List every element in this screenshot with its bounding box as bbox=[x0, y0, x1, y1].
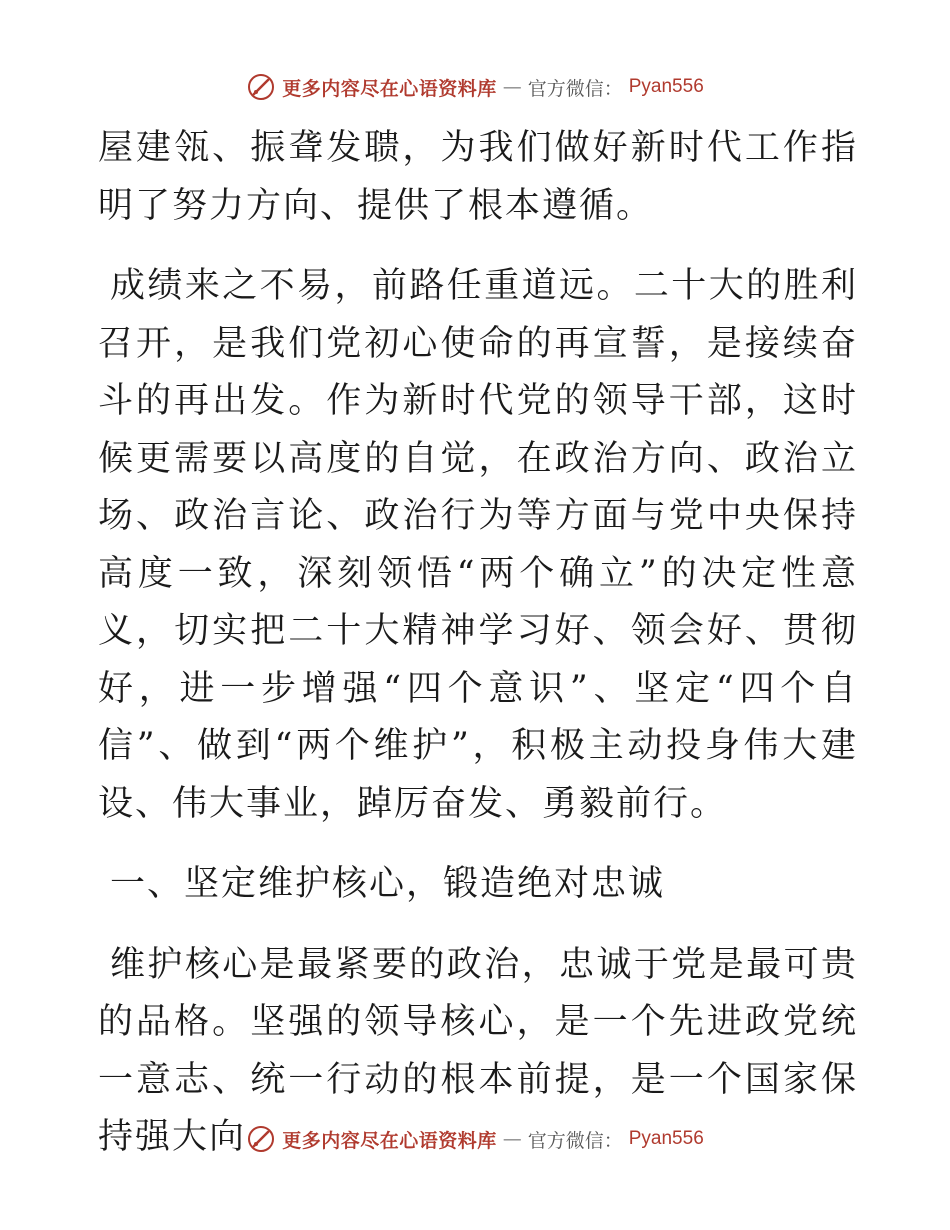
watermark-wechat-label: 官方微信： bbox=[527, 77, 623, 100]
header-watermark bbox=[0, 72, 950, 102]
footer-watermark bbox=[0, 1124, 950, 1154]
watermark-wechat-id: Pyan556 bbox=[628, 76, 704, 97]
watermark-text: 更多内容尽在心语资料库 bbox=[282, 77, 497, 100]
feather-pen-logo-icon bbox=[246, 1124, 276, 1154]
watermark-dash: — bbox=[502, 1128, 522, 1150]
feather-pen-logo-icon bbox=[246, 72, 276, 102]
paragraph-continuation: 屋建瓴、振聋发聩，为我们做好新时代工作指明了努力方向、提供了根本遵循。 bbox=[98, 128, 858, 226]
document-body bbox=[98, 120, 858, 1167]
paragraph-achievements: 成绩来之不易，前路任重道远。二十大的胜利召开，是我们党初心使命的再宣誓，是接续奋斗的再出发。作为新时代党的领导干部，这时候更需要以高度的自觉，在政治方向、政治立场、政治言论、政治行为等方面与党中央保持高度一致，深刻领悟“两个确立”的决定性意义，切实把二十大精神学习好、领会好、贯彻好，进一步增强“四个意识”、坚定“四个自信”、做到“两个维护”，积极主动投身伟大建设、伟大事业，踔厉奋发、勇毅前行。 bbox=[98, 266, 858, 824]
watermark-text: 更多内容尽在心语资料库 bbox=[282, 1129, 497, 1152]
section-heading: 一、坚定维护核心，锻造绝对忠诚 bbox=[110, 864, 666, 904]
watermark-wechat-label: 官方微信： bbox=[527, 1129, 623, 1152]
watermark-dash: — bbox=[502, 76, 522, 98]
watermark-wechat-id: Pyan556 bbox=[628, 1128, 704, 1149]
paragraph-core-loyalty: 维护核心是最紧要的政治，忠诚于党是最可贵的品格。坚强的领导核心，是一个先进政党统一意志、统一行动的根本前提，是一个国家保持强大向 bbox=[98, 944, 858, 1157]
